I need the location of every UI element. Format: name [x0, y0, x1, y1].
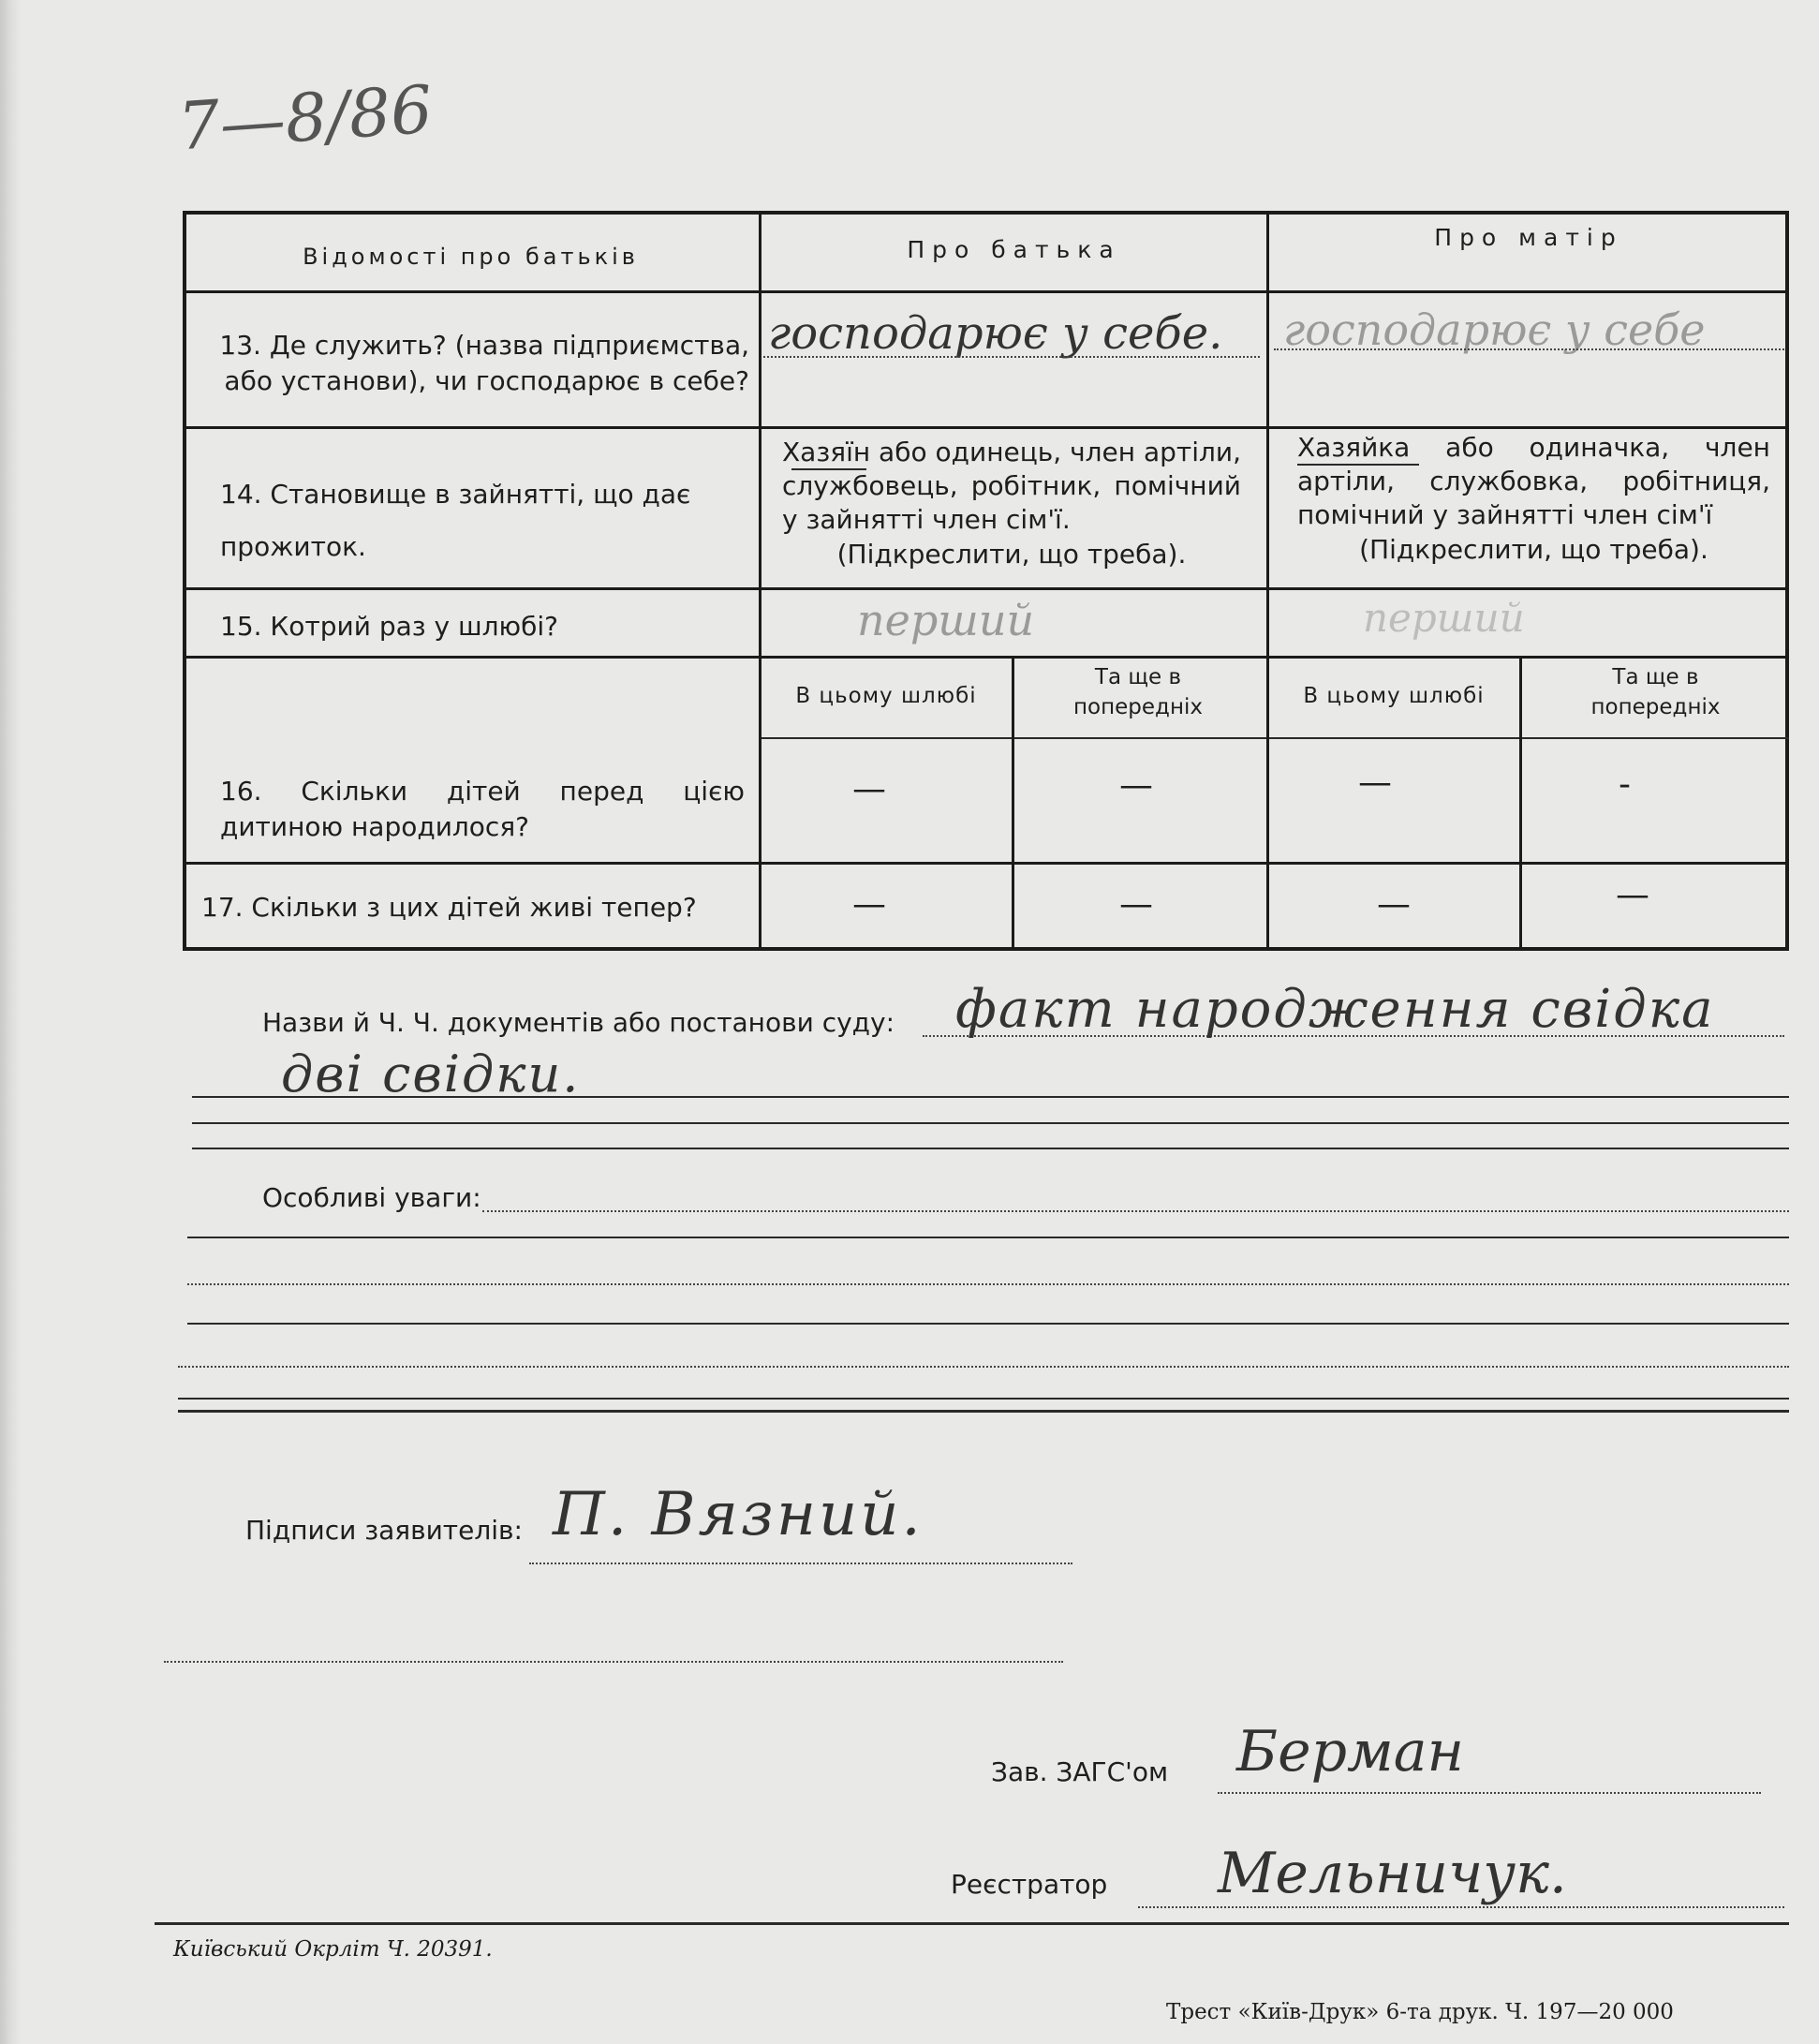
fill-line [164, 1661, 1063, 1663]
head-registry-signature: Берман [1236, 1719, 1465, 1785]
table-subrule [759, 737, 1789, 739]
footer-printer-right: Трест «Київ-Друк» 6-та друк. Ч. 197—20 000 [1166, 2000, 1674, 2024]
table-divider [1519, 656, 1522, 951]
answer-17-value: — [1616, 876, 1649, 914]
fill-line [178, 1410, 1789, 1413]
remarks-label: Особливі уваги: [262, 1182, 481, 1213]
applicants-signature-label: Підписи заявителів: [245, 1515, 523, 1546]
documents-label: Назви й Ч. Ч. документів або постанови суду: [262, 1007, 895, 1038]
fill-line [1274, 348, 1784, 350]
question-14: 14. Становище в зайнятті, що дає прожиток. [220, 479, 691, 562]
question-16: 16. Скільки дітей перед цією дитиною народилося? [220, 776, 745, 842]
table-rule [183, 426, 1789, 429]
fill-line [192, 1096, 1789, 1098]
footer-rule [155, 1922, 1789, 1925]
fill-line [187, 1283, 1789, 1285]
registrar-signature: Мельничук. [1218, 1841, 1568, 1906]
header-about-mother: Про матір [1434, 224, 1623, 251]
fill-line [178, 1398, 1789, 1400]
mother-occupation-note: (Підкреслити, що треба). [1359, 534, 1708, 565]
father-occupation-options: Хазяїн або одинець, член артіли, службовець, робітник, помічний у зайнятті член сім'ї. [782, 437, 1241, 535]
table-divider [1012, 656, 1014, 951]
documents-value-line1: факт народження свідка [955, 979, 1715, 1040]
answer-16-value: — [852, 770, 886, 808]
head-registry-label: Зав. ЗАГС'ом [991, 1756, 1169, 1787]
table-rule [183, 290, 1789, 293]
answer-16-value: — [1119, 766, 1153, 805]
subheader-this-marriage-father: В цьому шлюбі [795, 684, 977, 708]
underline-mark [1297, 464, 1419, 466]
table-rule [183, 656, 1789, 659]
header-about-father: Про батька [907, 236, 1121, 263]
fill-line [192, 1148, 1789, 1149]
fill-line [187, 1237, 1789, 1238]
answer-17-value: — [1119, 885, 1153, 924]
fill-line [482, 1210, 1789, 1212]
fill-line [187, 1323, 1789, 1325]
documents-value-line2: дві свідки. [281, 1044, 581, 1103]
table-divider [759, 211, 762, 951]
fill-line [192, 1122, 1789, 1124]
paper-stack-edge [0, 0, 21, 2044]
answer-13-mother: господарює у себе [1283, 304, 1706, 355]
fill-line [178, 1366, 1789, 1368]
answer-16-value: — [1358, 763, 1392, 802]
answer-13-father: господарює у себе. [768, 307, 1223, 360]
fill-line [763, 356, 1260, 358]
applicants-signature: П. Вязний. [553, 1480, 924, 1549]
answer-16-value: - [1619, 765, 1631, 804]
fill-line [529, 1563, 1072, 1564]
registrar-label: Реєстратор [951, 1869, 1108, 1900]
question-15: 15. Котрий раз у шлюбі? [220, 611, 559, 642]
subheader-this-marriage-mother: В цьому шлюбі [1303, 684, 1485, 708]
mother-occupation-options: Хазяйка або одиначка, член артіли, службовка, робітниця, помічний у зайнятті член сім'ї [1297, 432, 1770, 530]
question-17: 17. Скільки з цих дітей живі тепер? [201, 892, 697, 923]
father-occupation-note: (Підкреслити, що треба). [836, 539, 1187, 570]
underline-mark [791, 468, 866, 470]
header-parents-info: Відомості про батьків [303, 244, 639, 270]
answer-15-father: перший [857, 595, 1035, 645]
answer-17-value: — [852, 885, 886, 924]
subheader-previous-father: Та ще в попередніх [1073, 665, 1203, 719]
fill-line [1218, 1792, 1761, 1794]
table-rule [183, 862, 1789, 865]
table-rule [183, 587, 1789, 590]
subheader-previous-mother: Та ще в попередніх [1590, 665, 1721, 719]
table-divider [1266, 211, 1269, 951]
fill-line [1138, 1906, 1784, 1908]
footer-printer-left: Київський Окрліт Ч. 20391. [173, 1937, 493, 1962]
question-13: 13. Де служить? (назва підприємства, або установи), чи господарює в себе? [219, 330, 749, 396]
answer-17-value: — [1377, 885, 1411, 924]
answer-15-mother: перший [1363, 595, 1525, 641]
archive-mark: 7—8/86 [175, 70, 436, 166]
